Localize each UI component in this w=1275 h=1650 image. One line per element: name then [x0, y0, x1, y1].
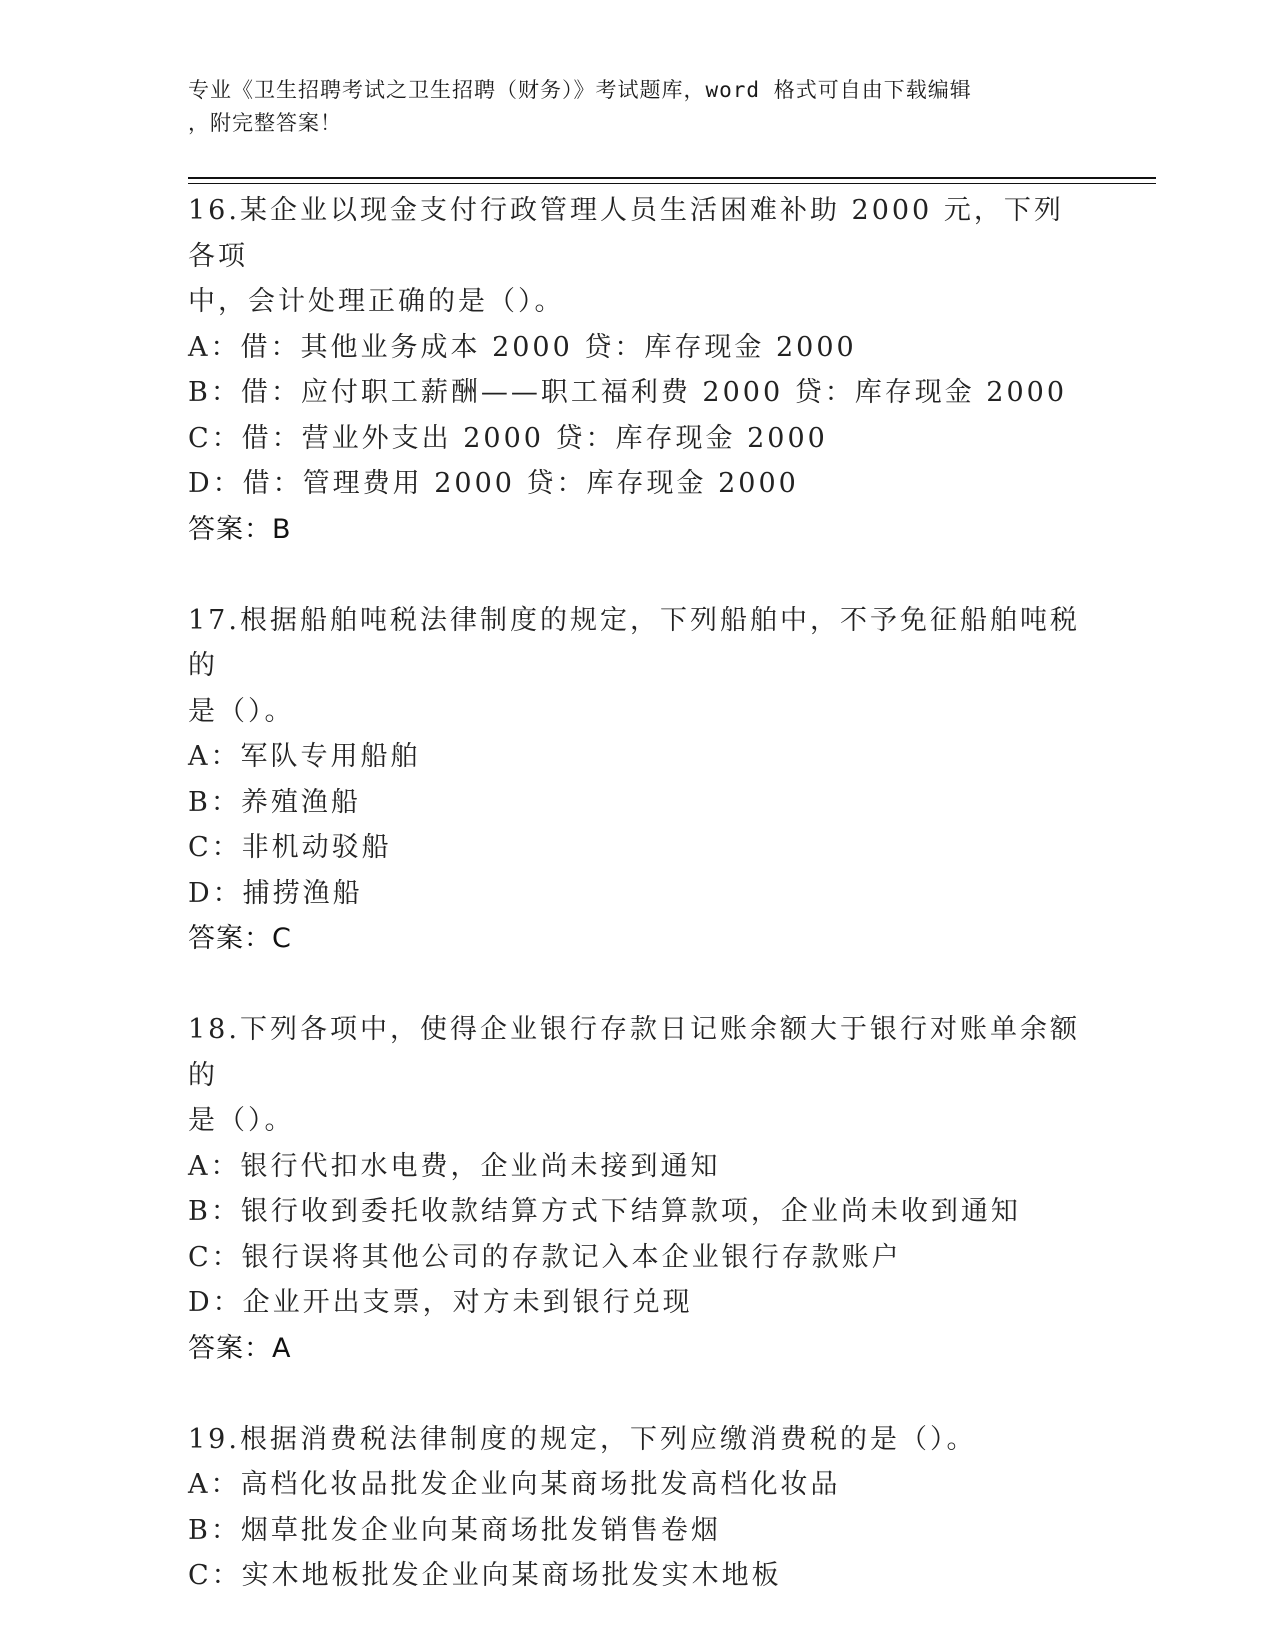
- question-stem: 16.某企业以现金支付行政管理人员生活困难补助 2000 元，下列各项: [188, 195, 1064, 272]
- option-a: A：借：其他业务成本 2000 贷：库存现金 2000: [188, 331, 857, 363]
- question-17: [188, 598, 1088, 962]
- question-stem: 18.下列各项中，使得企业银行存款日记账余额大于银行对账单余额的: [188, 1014, 1080, 1091]
- header-line-2: ，附完整答案！: [188, 111, 342, 135]
- option-d: D：捕捞渔船: [188, 877, 363, 909]
- question-18: [188, 1007, 1088, 1371]
- question-19: [188, 1417, 1088, 1599]
- option-c: C：实木地板批发企业向某商场批发实木地板: [188, 1560, 782, 1591]
- option-d: D：企业开出支票，对方未到银行兑现: [188, 1287, 693, 1318]
- option-c: C：非机动驳船: [188, 832, 392, 863]
- question-stem: 17.根据船舶吨税法律制度的规定，下列船舶中，不予免征船舶吨税的: [188, 604, 1080, 681]
- option-a: A：高档化妆品批发企业向某商场批发高档化妆品: [188, 1469, 841, 1500]
- option-b: B：借：应付职工薪酬——职工福利费 2000 贷：库存现金 2000: [188, 377, 1068, 408]
- option-c: C：银行误将其他公司的存款记入本企业银行存款账户: [188, 1241, 902, 1273]
- question-stem: 19.根据消费税法律制度的规定，下列应缴消费税的是（）。: [188, 1423, 977, 1455]
- question-16: [188, 188, 1088, 552]
- option-a: A：银行代扣水电费，企业尚未接到通知: [188, 1150, 721, 1182]
- option-b: B：养殖渔船: [188, 786, 361, 818]
- option-c: C：借：营业外支出 2000 贷：库存现金 2000: [188, 422, 828, 454]
- document-header: [188, 74, 1088, 140]
- question-stem-continued: 是（）。: [188, 1105, 295, 1136]
- header-divider-thin: [188, 183, 1156, 184]
- header-line-1: 专业《卫生招聘考试之卫生招聘（财务）》考试题库，word 格式可自由下载编辑: [188, 78, 972, 102]
- question-list: [188, 188, 1088, 1644]
- question-stem-continued: 是（）。: [188, 695, 295, 727]
- option-a: A：军队专用船舶: [188, 741, 421, 772]
- question-stem-continued: 中，会计处理正确的是（）。: [188, 286, 565, 317]
- option-d: D：借：管理费用 2000 贷：库存现金 2000: [188, 468, 799, 499]
- answer-line: 答案：A: [188, 1332, 292, 1364]
- answer-line: 答案：C: [188, 923, 292, 954]
- option-b: B：烟草批发企业向某商场批发销售卷烟: [188, 1514, 721, 1546]
- answer-line: 答案：B: [188, 513, 292, 545]
- header-divider-thick: [188, 177, 1156, 179]
- option-b: B：银行收到委托收款结算方式下结算款项，企业尚未收到通知: [188, 1196, 1021, 1227]
